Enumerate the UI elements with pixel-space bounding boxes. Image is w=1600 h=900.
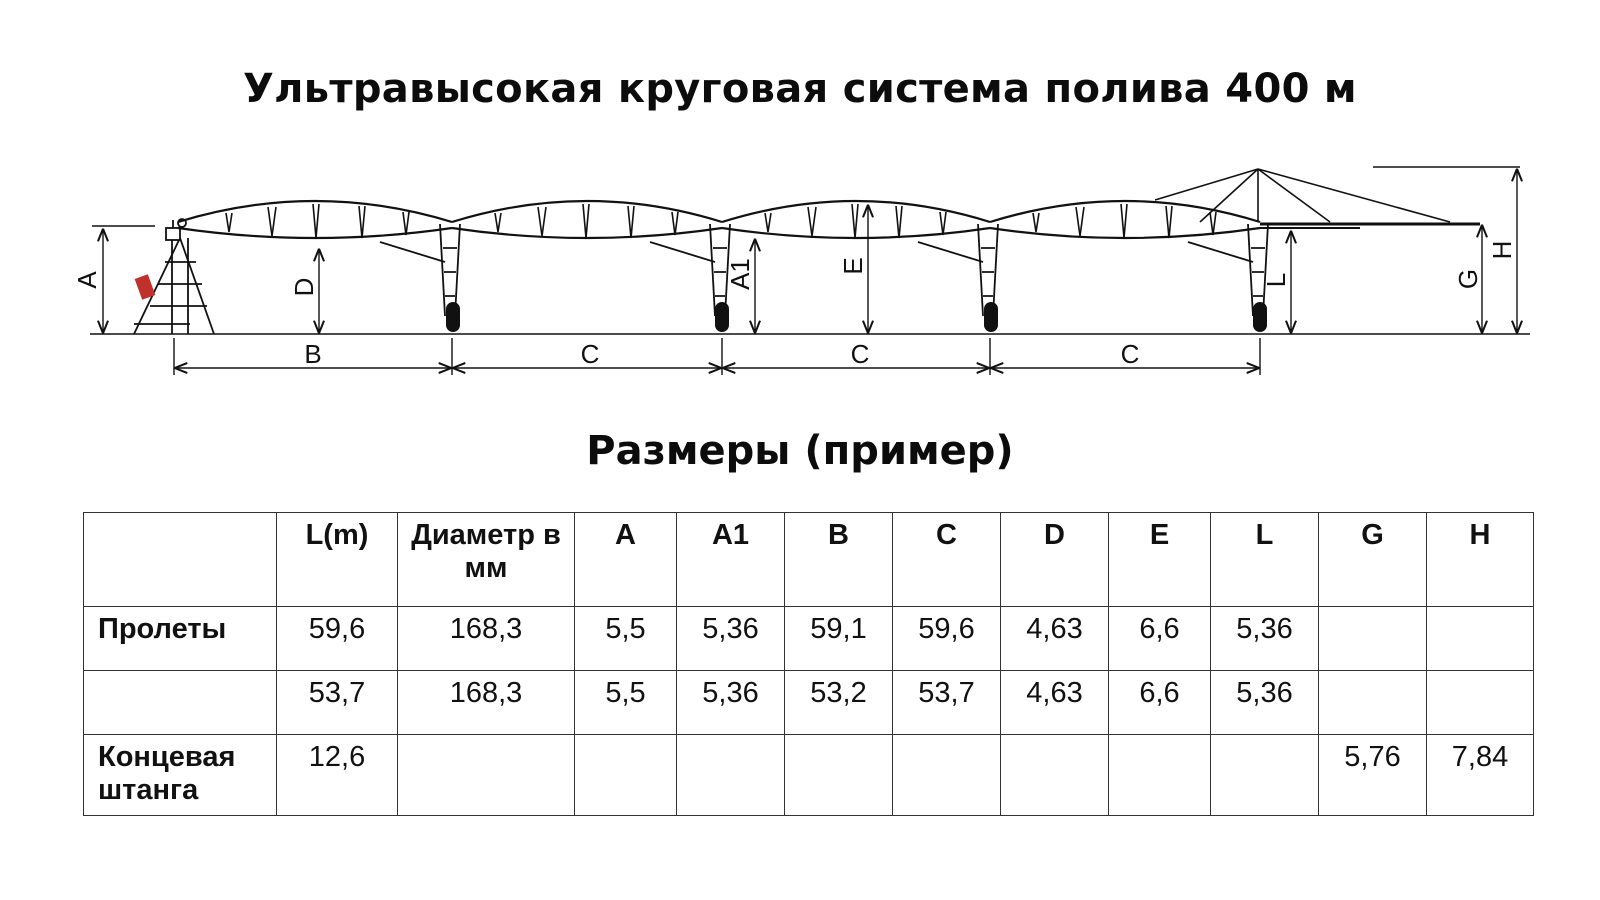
table-cell: 12,6 [277, 735, 398, 816]
table-cell [785, 735, 893, 816]
row-label: Пролеты [84, 607, 277, 671]
table-cell: 5,36 [1211, 607, 1319, 671]
table-header-row [84, 513, 1534, 607]
table-cell [1319, 607, 1427, 671]
table-title: Размеры (пример) [586, 428, 1014, 474]
label-g: G [1453, 268, 1483, 290]
table-cell: 7,84 [1427, 735, 1534, 816]
header-cell: B [785, 513, 893, 607]
table-cell: 53,7 [277, 671, 398, 735]
table-cell: 168,3 [398, 671, 575, 735]
header-cell: A1 [677, 513, 785, 607]
header-cell: Диаметр в мм [398, 513, 575, 607]
table-row [84, 607, 1534, 671]
control-panel [135, 274, 156, 299]
header-cell: E [1109, 513, 1211, 607]
table-row [84, 671, 1534, 735]
label-e: E [838, 257, 868, 275]
label-d: D [289, 277, 319, 297]
table-cell [1427, 607, 1534, 671]
table-cell: 168,3 [398, 607, 575, 671]
row-label: Концевая штанга [84, 735, 277, 816]
header-cell: G [1319, 513, 1427, 607]
label-h: H [1487, 240, 1517, 260]
label-c-1: C [580, 339, 600, 369]
table-cell [575, 735, 677, 816]
header-cell: A [575, 513, 677, 607]
end-boom [1155, 169, 1480, 228]
label-l: L [1261, 272, 1291, 288]
table-cell: 5,5 [575, 607, 677, 671]
table-cell [398, 735, 575, 816]
header-cell: H [1427, 513, 1534, 607]
table-cell: 5,76 [1319, 735, 1427, 816]
table-cell: 6,6 [1109, 607, 1211, 671]
header-cell [84, 513, 277, 607]
table-cell [1211, 735, 1319, 816]
wheels [446, 302, 1267, 332]
table-cell: 6,6 [1109, 671, 1211, 735]
table-cell: 5,36 [1211, 671, 1319, 735]
table-cell [1109, 735, 1211, 816]
table-cell [1319, 671, 1427, 735]
label-c-3: C [1120, 339, 1140, 369]
header-cell: L(m) [277, 513, 398, 607]
header-cell: L [1211, 513, 1319, 607]
table-cell [1427, 671, 1534, 735]
table-cell: 5,5 [575, 671, 677, 735]
table-cell [1001, 735, 1109, 816]
table-cell [677, 735, 785, 816]
pivot-system-diagram [0, 150, 1600, 380]
table-cell [893, 735, 1001, 816]
dimensions-table [83, 512, 1534, 816]
label-a: A [72, 271, 102, 289]
label-c-2: C [850, 339, 870, 369]
span-trusses [178, 201, 1260, 238]
table-cell: 4,63 [1001, 671, 1109, 735]
label-b: B [304, 339, 322, 369]
table-cell: 53,2 [785, 671, 893, 735]
table-cell: 53,7 [893, 671, 1001, 735]
table-cell: 59,6 [893, 607, 1001, 671]
header-cell: D [1001, 513, 1109, 607]
table-cell: 59,6 [277, 607, 398, 671]
table-cell: 5,36 [677, 671, 785, 735]
page-title: Ультравысокая круговая система полива 400 м [243, 66, 1357, 112]
table-cell: 4,63 [1001, 607, 1109, 671]
table-row [84, 735, 1534, 816]
table-cell: 5,36 [677, 607, 785, 671]
label-a1: A1 [725, 258, 755, 290]
header-cell: C [893, 513, 1001, 607]
table-cell: 59,1 [785, 607, 893, 671]
row-label [84, 671, 277, 735]
